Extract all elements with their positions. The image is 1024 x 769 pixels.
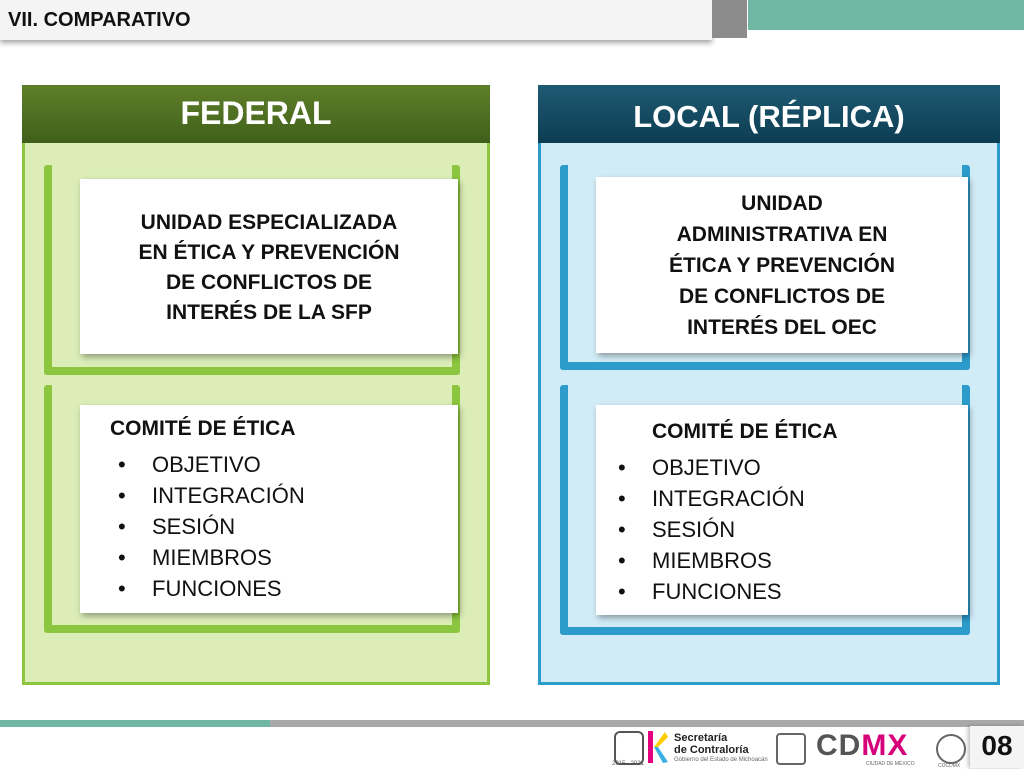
unit-line: UNIDAD: [741, 192, 823, 215]
section-title: VII. COMPARATIVO: [8, 9, 191, 31]
footer-accent-teal: [0, 720, 270, 727]
unit-line: INTERÉS DEL OEC: [687, 316, 877, 339]
unit-line: UNIDAD ESPECIALIZADA: [140, 211, 398, 234]
unit-line: ÉTICA Y PREVENCIÓN: [669, 254, 895, 277]
list-item: • FUNCIONES: [118, 576, 282, 601]
local-unit-card: [560, 165, 970, 370]
local-comite-card: [560, 385, 970, 635]
federal-unit-card: [44, 165, 460, 375]
list-item: • INTEGRACIÓN: [118, 483, 305, 508]
contraloria-logo-icon: [646, 729, 668, 765]
card-paper: [80, 405, 458, 613]
cdmx-logo: CDMX: [816, 729, 909, 762]
card-paper: [596, 405, 968, 615]
local-comite-list: [618, 452, 805, 607]
card-paper: [80, 179, 458, 354]
local-comite-title: COMITÉ DE ÉTICA: [652, 420, 838, 443]
local-unit-text: [596, 188, 968, 343]
list-item: • MIEMBROS: [618, 548, 772, 573]
unit-line: INTERÉS DE LA SFP: [166, 301, 372, 324]
header-accent-grey: [712, 0, 747, 38]
unit-line: DE CONFLICTOS DE: [678, 285, 886, 308]
footer-logos: [608, 727, 1024, 768]
secretaria-logo-subtitle: Gobierno del Estado de Michoacán: [674, 757, 768, 763]
federal-heading: FEDERAL: [22, 85, 490, 143]
list-item: • MIEMBROS: [118, 545, 272, 570]
secretaria-logo-text: Secretaría de Contraloría: [674, 732, 749, 756]
unit-line: ADMINISTRATIVA EN: [676, 223, 888, 246]
card-paper: [596, 177, 968, 353]
header-accent-teal: [748, 0, 1024, 30]
page-number-box: [970, 726, 1024, 768]
local-heading: LOCAL (RÉPLICA): [538, 85, 1000, 143]
footer-accent-grey: [270, 720, 1024, 727]
federal-comite-card: [44, 385, 460, 633]
list-item: • SESIÓN: [118, 514, 236, 539]
federal-column: [22, 85, 490, 685]
local-column: [538, 85, 1000, 685]
list-item: • OBJETIVO: [118, 452, 261, 477]
unit-line: DE CONFLICTOS DE: [165, 271, 373, 294]
unit-line: EN ÉTICA Y PREVENCIÓN: [138, 241, 400, 264]
michoacan-seal-icon: [614, 731, 644, 765]
federal-comite-list: [118, 449, 305, 604]
section-title-bar: [0, 0, 712, 40]
seal-years: 2015 - 2021: [612, 761, 645, 767]
cdmx-logo-subtitle: CIUDAD DE MÉXICO: [866, 761, 915, 767]
eye-seal-subtitle: COCDMX: [938, 763, 961, 769]
eye-seal-icon: [936, 734, 966, 764]
list-item: • SESIÓN: [618, 517, 736, 542]
federal-unit-text: [80, 208, 458, 328]
list-item: • OBJETIVO: [618, 455, 761, 480]
federal-comite-title: COMITÉ DE ÉTICA: [110, 417, 296, 440]
shield-icon: [776, 733, 806, 765]
page-number: 08: [981, 730, 1013, 761]
list-item: • INTEGRACIÓN: [618, 486, 805, 511]
list-item: • FUNCIONES: [618, 579, 782, 604]
